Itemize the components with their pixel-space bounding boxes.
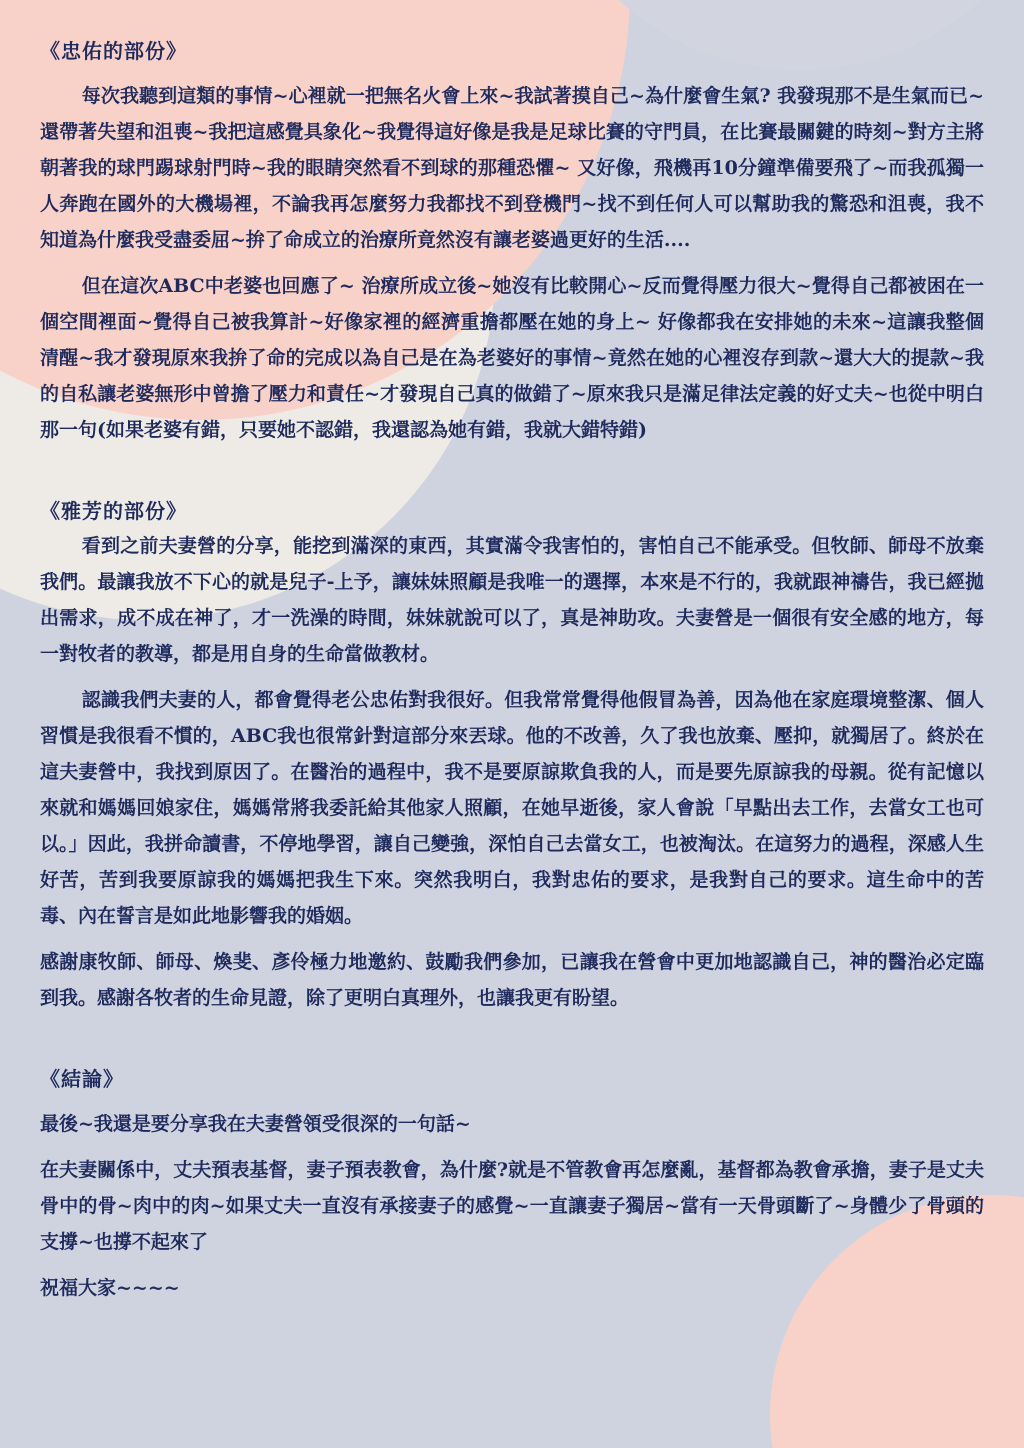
zhongyou-paragraph-1: 每次我聽到這類的事情~心裡就一把無名火會上來~我試著摸自己~為什麼會生氣? 我發現那不是生氣而已~還帶著失望和沮喪~我把這感覺具象化~我覺得這好像是我是足球比賽的守門員，在比賽最關鍵的時刻~對方主將朝著我的球門踢球射門時~我的眼睛突然看不到球的那種恐懼~ 又好像，飛機再10分鐘準備要飛了~而我孤獨一人奔跑在國外的大機場裡，不論我再怎麼努力我都找不到登機門~找不到任何人可以幫助我的驚恐和沮喪，我不知道為什麼我受盡委屈~拚了命成立的治療所竟然沒有讓老婆過更好的生活.... (40, 85, 984, 251)
document-body (40, 34, 984, 1306)
section-zhongyou (40, 34, 984, 448)
section-conclusion (40, 1062, 984, 1306)
yafang-paragraph-3: 感謝康牧師、師母、煥斐、彥伶極力地邀約、鼓勵我們參加，已讓我在營會中更加地認識自己，神的醫治必定臨到我。感謝各牧者的生命見證，除了更明白真理外，也讓我更有盼望。 (40, 951, 984, 1009)
section-title-yafang: 《雅芳的部份》 (40, 499, 187, 523)
conclusion-paragraph-1: 最後~我還是要分享我在夫妻營領受很深的一句話~ (40, 1113, 471, 1135)
section-title-conclusion: 《結論》 (40, 1067, 124, 1091)
zhongyou-paragraph-2: 但在這次ABC中老婆也回應了~ 治療所成立後~她沒有比較開心~反而覺得壓力很大~覺得自己都被困在一個空間裡面~覺得自己被我算計~好像家裡的經濟重擔都壓在她的身上~ 好像都我在安排她的未來~這讓我整個清醒~我才發現原來我拚了命的完成以為自己是在為老婆好的事情~竟然在她的心裡沒存到款~還大大的提款~我的自私讓老婆無形中曾擔了壓力和責任~才發現自己真的做錯了~原來我只是滿足律法定義的好丈夫~也從中明白那一句(如果老婆有錯，只要她不認錯，我還認為她有錯，我就大錯特錯) (40, 275, 984, 441)
section-yafang (40, 494, 984, 1016)
yafang-paragraph-2: 認識我們夫妻的人，都會覺得老公忠佑對我很好。但我常常覺得他假冒為善，因為他在家庭環境整潔、個人習慣是我很看不慣的，ABC我也很常針對這部分來丟球。他的不改善，久了我也放棄、壓抑，就獨居了。終於在這夫妻營中，我找到原因了。在醫治的過程中，我不是要原諒欺負我的人，而是要先原諒我的母親。從有記憶以來就和媽媽回娘家住，媽媽常將我委託給其他家人照顧，在她早逝後，家人會說「早點出去工作，去當女工也可以。」因此，我拼命讀書，不停地學習，讓自己變強，深怕自己去當女工，也被淘汰。在這努力的過程，深感人生好苦，苦到我要原諒我的媽媽把我生下來。突然我明白，我對忠佑的要求，是我對自己的要求。這生命中的苦毒、內在誓言是如此地影響我的婚姻。 (40, 689, 984, 927)
section-title-zhongyou: 《忠佑的部份》 (40, 39, 187, 63)
conclusion-blessing: 祝福大家~~~~ (40, 1277, 180, 1299)
conclusion-paragraph-2: 在夫妻關係中，丈夫預表基督，妻子預表教會，為什麼?就是不管教會再怎麼亂，基督都為教會承擔，妻子是丈夫骨中的骨~肉中的肉~如果丈夫一直沒有承接妻子的感覺~一直讓妻子獨居~當有一天骨頭斷了~身體少了骨頭的支撐~也撐不起來了 (40, 1159, 984, 1253)
yafang-paragraph-1: 看到之前夫妻營的分享，能挖到滿深的東西，其實滿令我害怕的，害怕自己不能承受。但牧師、師母不放棄我們。最讓我放不下心的就是兒子-上予，讓妹妹照顧是我唯一的選擇，本來是不行的，我就跟神禱告，我已經拋出需求，成不成在神了，才一洗澡的時間，妹妹就說可以了，真是神助攻。夫妻營是一個很有安全感的地方，每一對牧者的教導，都是用自身的生命當做教材。 (40, 535, 984, 665)
